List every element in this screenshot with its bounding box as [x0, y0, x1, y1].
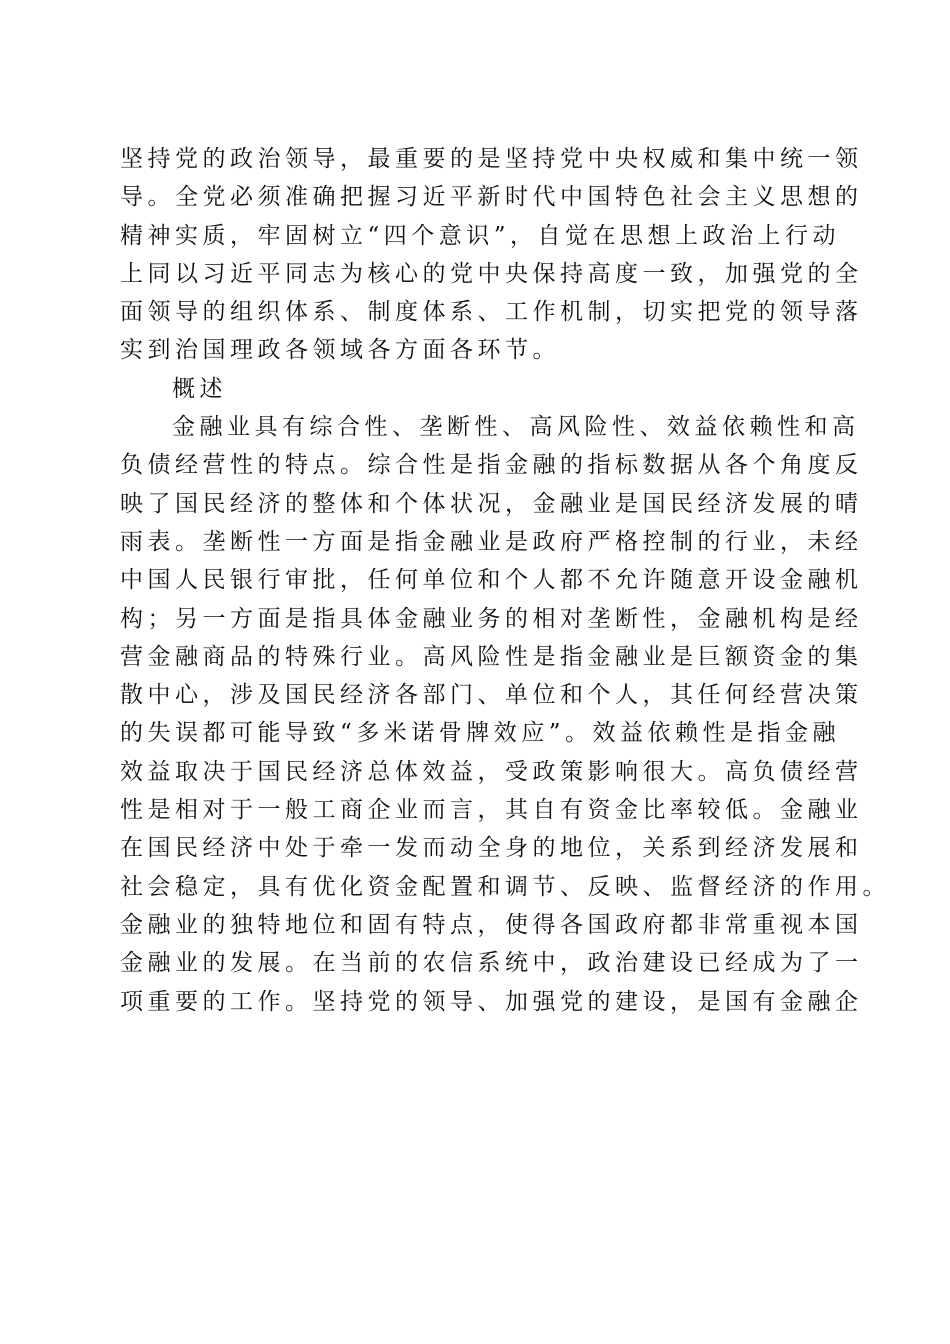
text-line: 社会稳定，具有优化资金配置和调节、反映、监督经济的作用。	[120, 873, 890, 900]
text-line: 在国民经济中处于牵一发而动全身的地位，关系到经济发展和	[120, 835, 863, 862]
text-line: 雨表。垄断性一方面是指金融业是政府严格控制的行业，未经	[120, 528, 863, 555]
document-body	[120, 140, 890, 1021]
text-line: 营金融商品的特殊行业。高风险性是指金融业是巨额资金的集	[120, 643, 863, 670]
text-line: 中国人民银行审批，任何单位和个人都不允许随意开设金融机	[120, 567, 863, 594]
paragraph-financial-industry	[120, 408, 890, 1021]
text-line: 坚持党的政治领导，最重要的是坚持党中央权威和集中统一领	[120, 146, 863, 172]
text-line: 导。全党必须准确把握习近平新时代中国特色社会主义思想的	[120, 184, 863, 211]
text-line: 金融业具有综合性、垄断性、高风险性、效益依赖性和高	[172, 414, 860, 441]
text-line: 构；另一方面是指具体金融业务的相对垄断性，金融机构是经	[120, 605, 863, 632]
text-line: 精神实质，牢固树立“四个意识”，自觉在思想上政治上行动	[120, 222, 841, 249]
text-line: 效益取决于国民经济总体效益，受政策影响很大。高负债经营	[120, 758, 863, 785]
text-line: 面领导的组织体系、制度体系、工作机制，切实把党的领导落	[120, 299, 863, 326]
text-line: 负债经营性的特点。综合性是指金融的指标数据从各个角度反	[120, 452, 863, 479]
text-line: 项重要的工作。坚持党的领导、加强党的建设，是国有金融企	[120, 988, 863, 1015]
text-line: 性是相对于一般工商企业而言，其自有资金比率较低。金融业	[120, 797, 863, 824]
text-line: 实到治国理政各领域各方面各环节。	[120, 337, 560, 364]
paragraph-party-leadership	[120, 140, 863, 370]
text-line: 金融业的独特地位和固有特点，使得各国政府都非常重视本国	[120, 911, 863, 938]
text-line: 上同以习近平同志为核心的党中央保持高度一致，加强党的全	[120, 260, 863, 287]
text-line: 金融业的发展。在当前的农信系统中，政治建设已经成为了一	[120, 950, 863, 977]
text-line: 的失误都可能导致“多米诺骨牌效应”。效益依赖性是指金融	[120, 720, 841, 747]
text-line: 映了国民经济的整体和个体状况，金融业是国民经济发展的晴	[120, 490, 863, 517]
section-heading: 概述	[172, 375, 227, 402]
text-line: 散中心，涉及国民经济各部门、单位和个人，其任何经营决策	[120, 682, 863, 709]
